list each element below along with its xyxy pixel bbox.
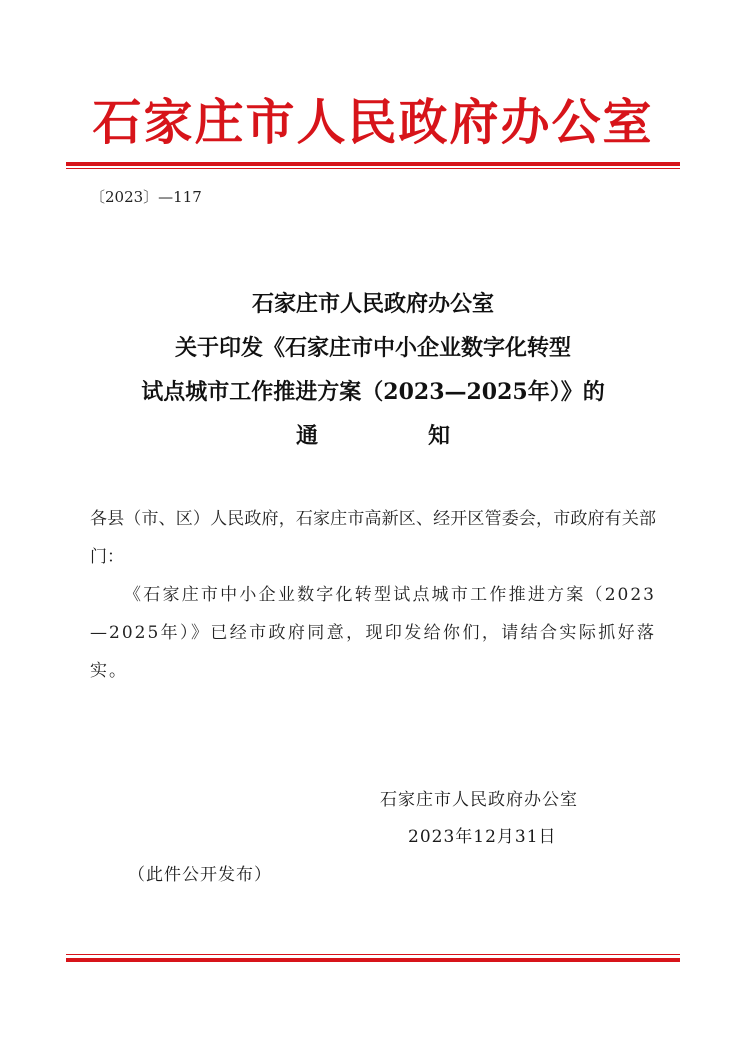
footer-rule-thin	[66, 954, 680, 955]
title-line-3: 试点城市工作推进方案（2023—2025年）》的	[141, 379, 605, 405]
title-line-4-right: 知	[428, 423, 451, 449]
document-number: 〔2023〕—117	[90, 188, 202, 206]
signature-org: 石家庄市人民政府办公室	[380, 790, 578, 810]
document-title	[0, 282, 746, 458]
salutation: 各县（市、区）人民政府，石家庄市高新区、经开区管委会，市政府有关部门：	[90, 509, 656, 567]
title-line-1: 石家庄市人民政府办公室	[251, 291, 494, 317]
title-line-4	[0, 414, 746, 458]
signature-date: 2023年12月31日	[408, 827, 557, 847]
title-line-4-left: 通	[295, 423, 318, 449]
header-rule-thick	[66, 162, 680, 166]
release-note: （此件公开发布）	[128, 865, 272, 885]
issuer-header: 石家庄市人民政府办公室	[92, 93, 654, 151]
document-body	[90, 500, 656, 690]
title-line-2: 关于印发《石家庄市中小企业数字化转型	[174, 335, 571, 361]
body-paragraph: 《石家庄市中小企业数字化转型试点城市工作推进方案（2023—2025年）》已经市政府同意，现印发给你们，请结合实际抓好落实。	[90, 585, 656, 681]
footer-rule-thick	[66, 958, 680, 962]
header-rule-thin	[66, 168, 680, 169]
